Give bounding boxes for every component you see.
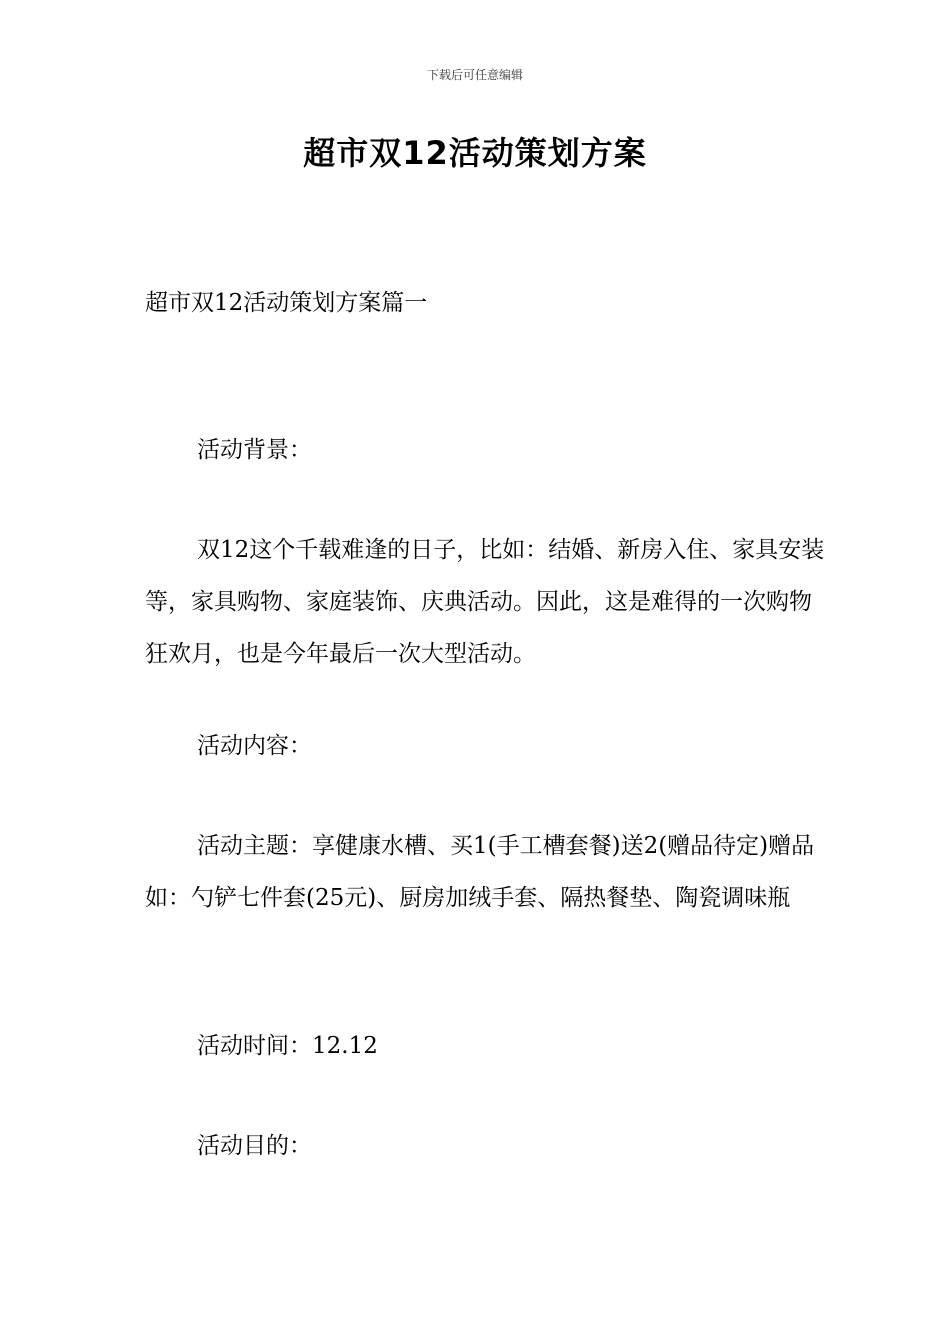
document-title: 超市双12活动策划方案 [303,134,647,172]
section-heading: 超市双12活动策划方案篇一 [145,290,428,316]
content-label: 活动内容： [197,733,312,759]
goal-label: 活动目的： [197,1133,312,1159]
header-note: 下载后可任意编辑 [426,68,523,82]
theme-paragraph: 活动主题：享健康水槽、买1(手工槽套餐)送2(赠品待定)赠品如：勺铲七件套(25元)、厨房加绒手套、隔热餐垫、陶瓷调味瓶 [145,833,815,911]
background-label: 活动背景： [197,437,312,463]
background-paragraph: 双12这个千载难逢的日子，比如：结婚、新房入住、家具安装等，家具购物、家庭装饰、庆典活动。因此，这是难得的一次购物狂欢月，也是今年最后一次大型活动。 [145,537,825,667]
time-paragraph: 活动时间：12.12 [197,1033,378,1059]
